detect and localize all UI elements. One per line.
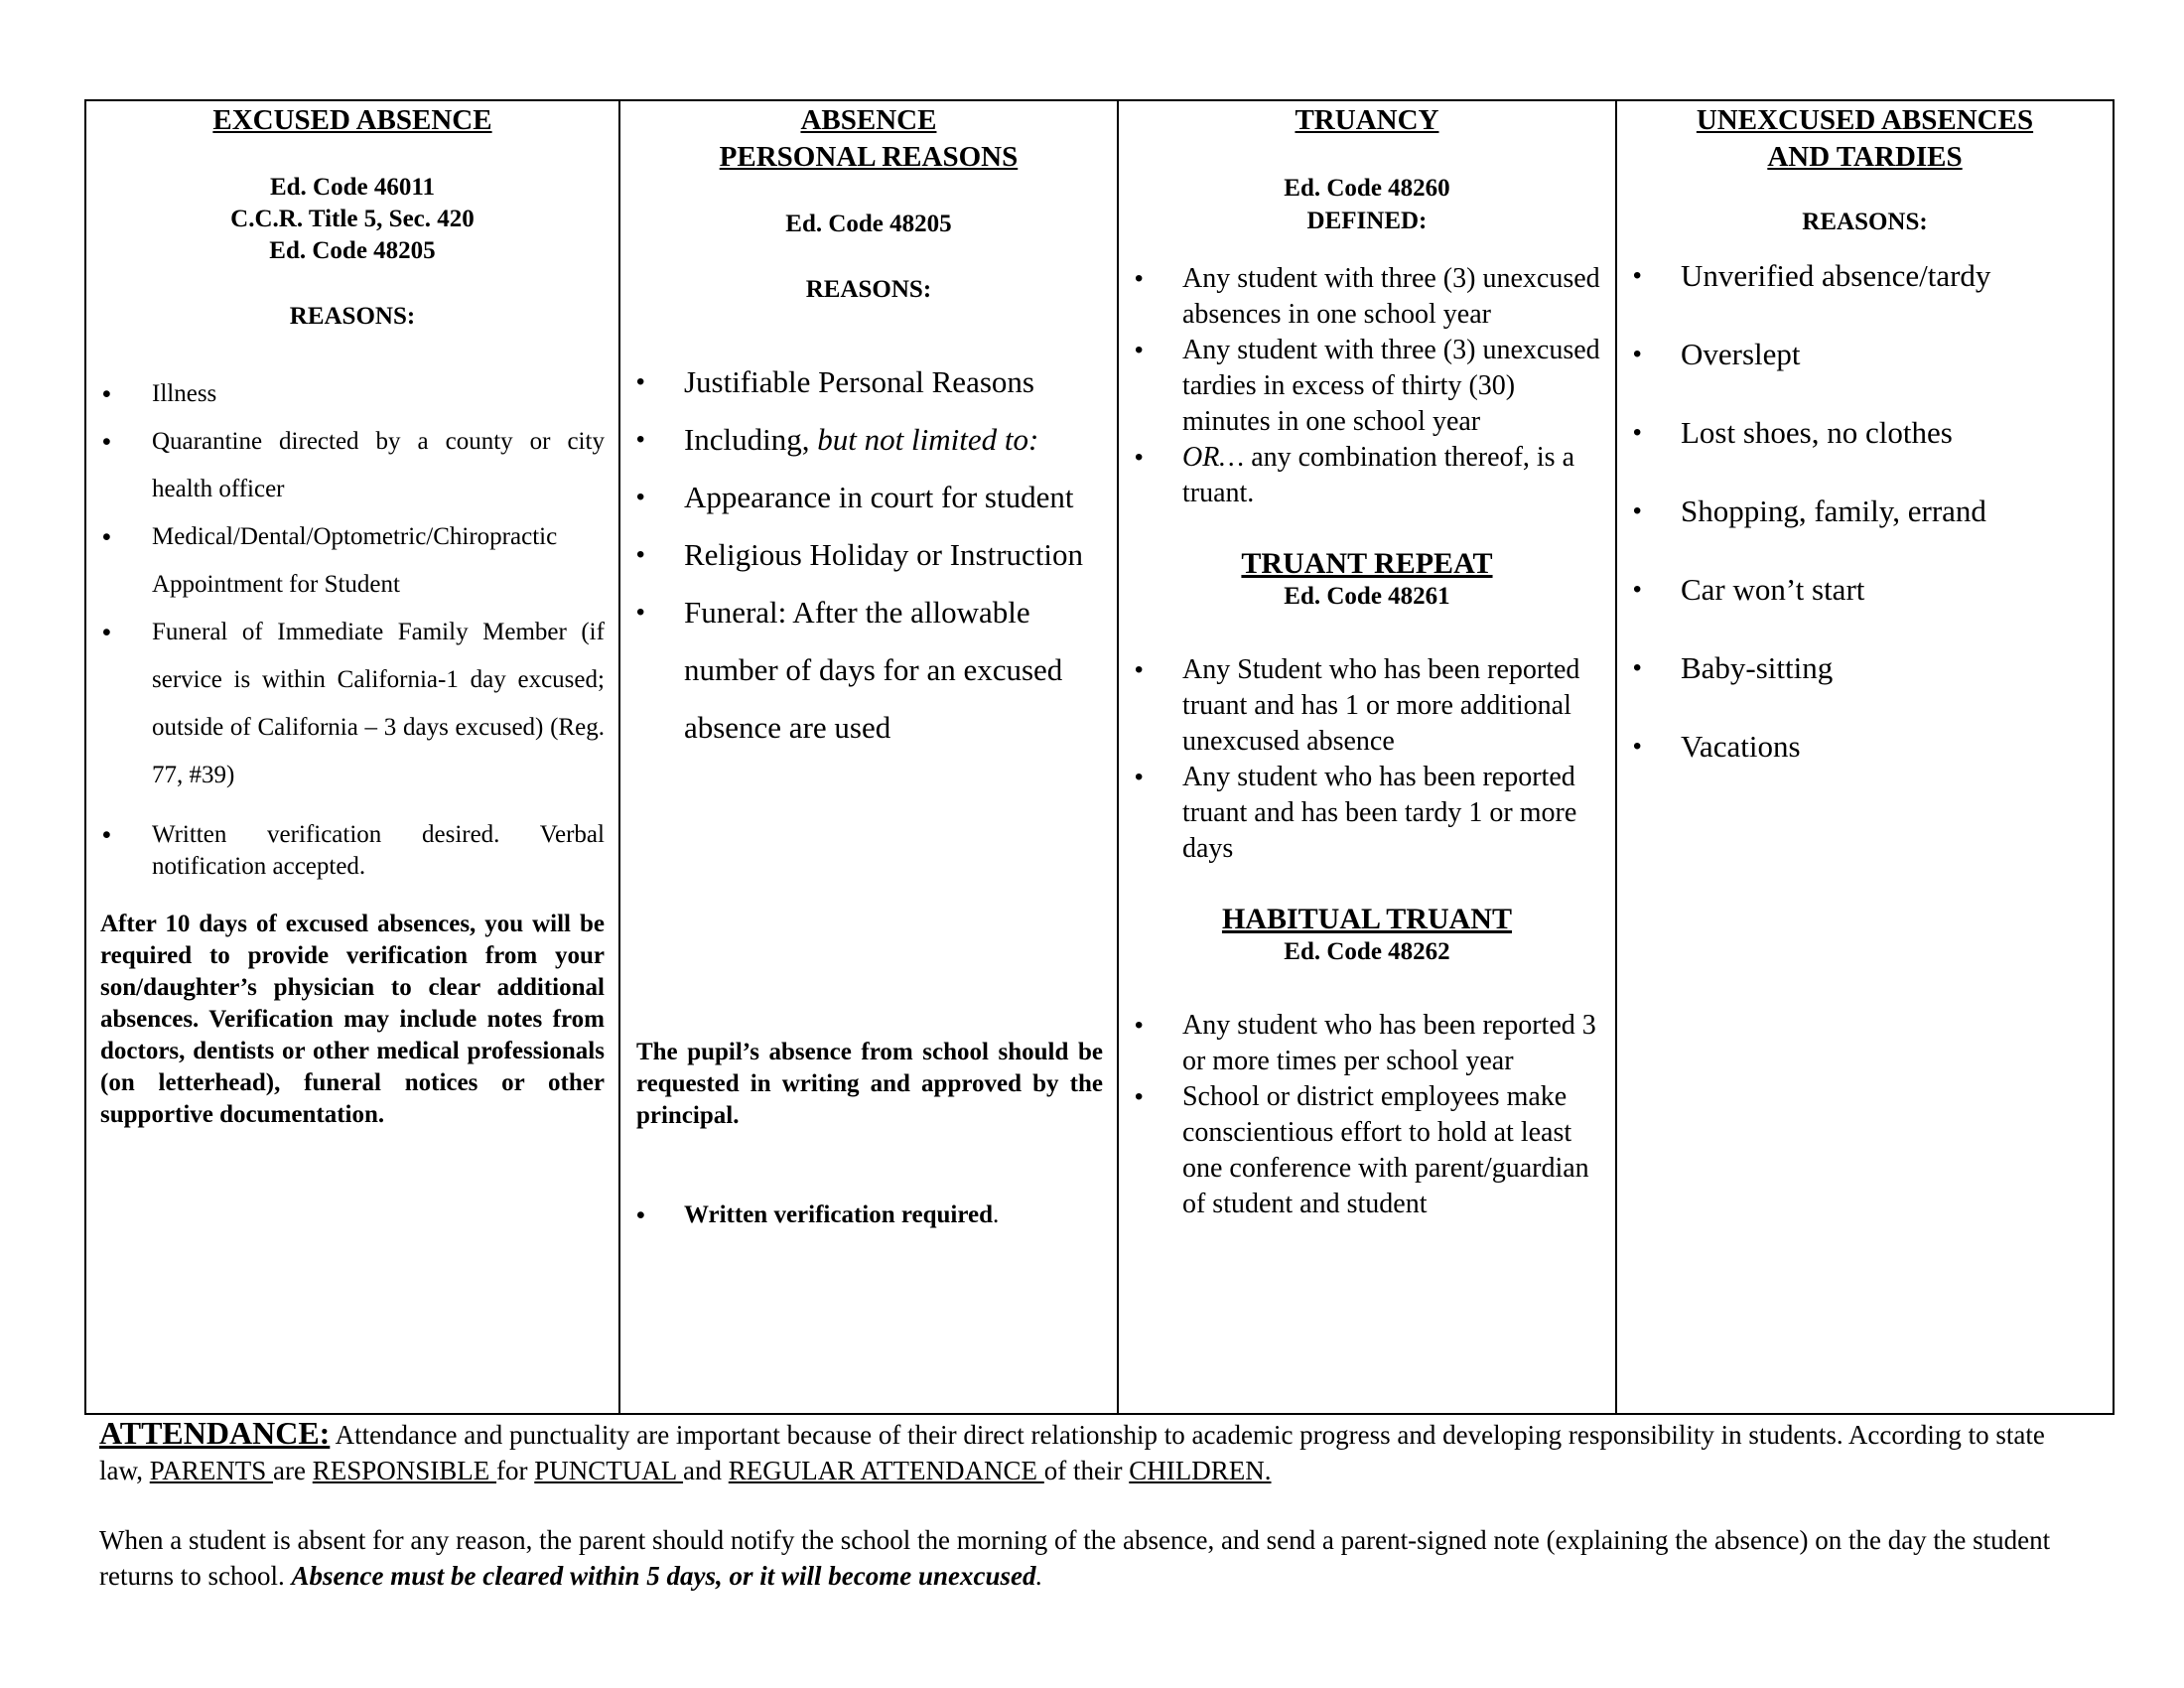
unexcused-title-line1: UNEXCUSED ABSENCES	[1696, 104, 2034, 136]
regular-attendance-words: REGULAR ATTENDANCE	[728, 1456, 1044, 1485]
list-item: • Justifiable Personal Reasons	[684, 353, 1105, 411]
personal-title-line1: ABSENCE	[800, 104, 937, 136]
list-item: • Religious Holiday or Instruction	[684, 526, 1105, 584]
code-line: Ed. Code 48262	[1284, 938, 1450, 965]
or-prefix: OR…	[1181, 442, 1245, 473]
attendance-label: ATTENDANCE:	[99, 1415, 331, 1451]
code-line: Ed. Code 46011	[269, 174, 435, 201]
personal-reasons-column	[618, 101, 1117, 1413]
excused-absence-title: EXCUSED ABSENCE	[212, 104, 492, 136]
clearance-warning: Absence must be cleared within 5 days, or it will become unexcused	[291, 1561, 1036, 1591]
principal-approval-note: The pupil’s absence from school should be requested in writing and approved by the principal.	[635, 1039, 1103, 1129]
connector-text: are	[273, 1456, 313, 1485]
verification-list	[684, 1201, 999, 1229]
truant-repeat-list	[1119, 652, 1615, 867]
punctual-word: PUNCTUAL	[534, 1456, 684, 1485]
list-item: • Baby-sitting	[1681, 650, 2113, 686]
verification-text: Written verification required	[683, 1201, 994, 1228]
attendance-text: Attendance and punctuality are important because of their direct relationship to academic progress and developing responsibility in students. According to state law,	[99, 1420, 2045, 1485]
excused-reasons-list	[86, 370, 618, 883]
list-item: • Any student with three (3) unexcused tardies in excess of thirty (30) minutes in one school year	[1182, 333, 1603, 440]
personal-reasons-list	[620, 353, 1117, 757]
truancy-column	[1117, 101, 1615, 1413]
connector-text: for	[496, 1456, 535, 1485]
list-item: • Any Student who has been reported truant and has 1 or more additional unexcused absence	[1182, 652, 1603, 760]
reasons-label: REASONS:	[805, 276, 932, 303]
list-item: • Written verification desired. Verbal notification accepted.	[152, 819, 605, 883]
excused-codes	[86, 172, 618, 267]
list-item: • Funeral: After the allowable number of days for an excused absence are used	[684, 584, 1105, 757]
parents-word: PARENTS	[149, 1456, 274, 1485]
unexcused-title-line2: AND TARDIES	[1767, 141, 1963, 173]
list-item: • Car won’t start	[1681, 572, 2113, 608]
personal-title-line2: PERSONAL REASONS	[719, 141, 1019, 173]
list-item: • Overslept	[1681, 337, 2113, 372]
absence-notification-paragraph	[99, 1522, 2095, 1594]
list-item: • Illness	[152, 370, 605, 418]
excused-absence-column	[86, 101, 618, 1413]
truant-repeat-title: TRUANT REPEAT	[1241, 547, 1493, 580]
unexcused-column	[1615, 101, 2113, 1413]
including-prefix: Including,	[683, 422, 818, 457]
habitual-truant-title: HABITUAL TRUANT	[1221, 903, 1512, 935]
list-item	[684, 411, 1105, 469]
reasons-label: REASONS:	[289, 303, 416, 330]
unexcused-reasons-list	[1617, 258, 2113, 765]
verification-period: .	[993, 1201, 1000, 1228]
list-item: • Any student who has been reported truant and has been tardy 1 or more days	[1182, 760, 1603, 867]
list-item	[1182, 440, 1603, 511]
defined-label: DEFINED:	[1306, 208, 1428, 234]
attendance-table	[84, 99, 2115, 1415]
code-line: Ed. Code 48205	[269, 237, 436, 264]
list-item: • Any student with three (3) unexcused absences in one school year	[1182, 261, 1603, 333]
code-line: Ed. Code 48205	[785, 211, 952, 237]
clearance-period: .	[1035, 1561, 1043, 1591]
list-item: • School or district employees make conscientious effort to hold at least one conference with parent/guardian of student and student	[1182, 1079, 1603, 1222]
list-item: • Vacations	[1681, 729, 2113, 765]
connector-text: of their	[1043, 1456, 1130, 1485]
list-item: • Medical/Dental/Optometric/Chiropractic Appointment for Student	[152, 513, 605, 609]
list-item: • Shopping, family, errand	[1681, 493, 2113, 529]
attendance-footer	[99, 1415, 2095, 1594]
including-italic: but not limited to:	[817, 422, 1039, 457]
notification-text: When a student is absent for any reason, the parent should notify the school the morning of the absence, and send a parent-signed note (explaining the absence) on the day the student returns to school.	[99, 1525, 2051, 1591]
connector-text: and	[683, 1456, 729, 1485]
truancy-title: TRUANCY	[1295, 104, 1439, 136]
responsible-word: RESPONSIBLE	[312, 1456, 497, 1485]
list-item: • Quarantine directed by a county or city health officer	[152, 418, 605, 513]
reasons-label: REASONS:	[1802, 209, 1928, 235]
list-item	[684, 1201, 999, 1229]
list-item: • Any student who has been reported 3 or more times per school year	[1182, 1008, 1603, 1079]
truancy-definition-list	[1119, 261, 1615, 511]
children-word: CHILDREN.	[1129, 1456, 1272, 1485]
habitual-truant-list	[1119, 1008, 1615, 1222]
or-rest: any combination thereof, is a truant.	[1181, 442, 1574, 508]
list-item: • Unverified absence/tardy	[1681, 258, 2113, 294]
list-item: • Appearance in court for student	[684, 469, 1105, 526]
code-line: Ed. Code 48260	[1284, 175, 1450, 202]
list-item: • Funeral of Immediate Family Member (if service is within California-1 day excused; outside of California – 3 days excused) (Reg. 77, #39)	[152, 609, 605, 799]
verification-note: After 10 days of excused absences, you will be required to provide verification from your son/daughter’s physician to clear additional absences. Verification may include notes from doctors, dentists or other medical professionals (on letterhead), funeral notices or other supportive documentation.	[100, 911, 605, 1128]
list-item: • Lost shoes, no clothes	[1681, 415, 2113, 451]
code-line: C.C.R. Title 5, Sec. 420	[230, 206, 475, 232]
attendance-paragraph	[99, 1415, 2095, 1488]
code-line: Ed. Code 48261	[1284, 583, 1450, 610]
